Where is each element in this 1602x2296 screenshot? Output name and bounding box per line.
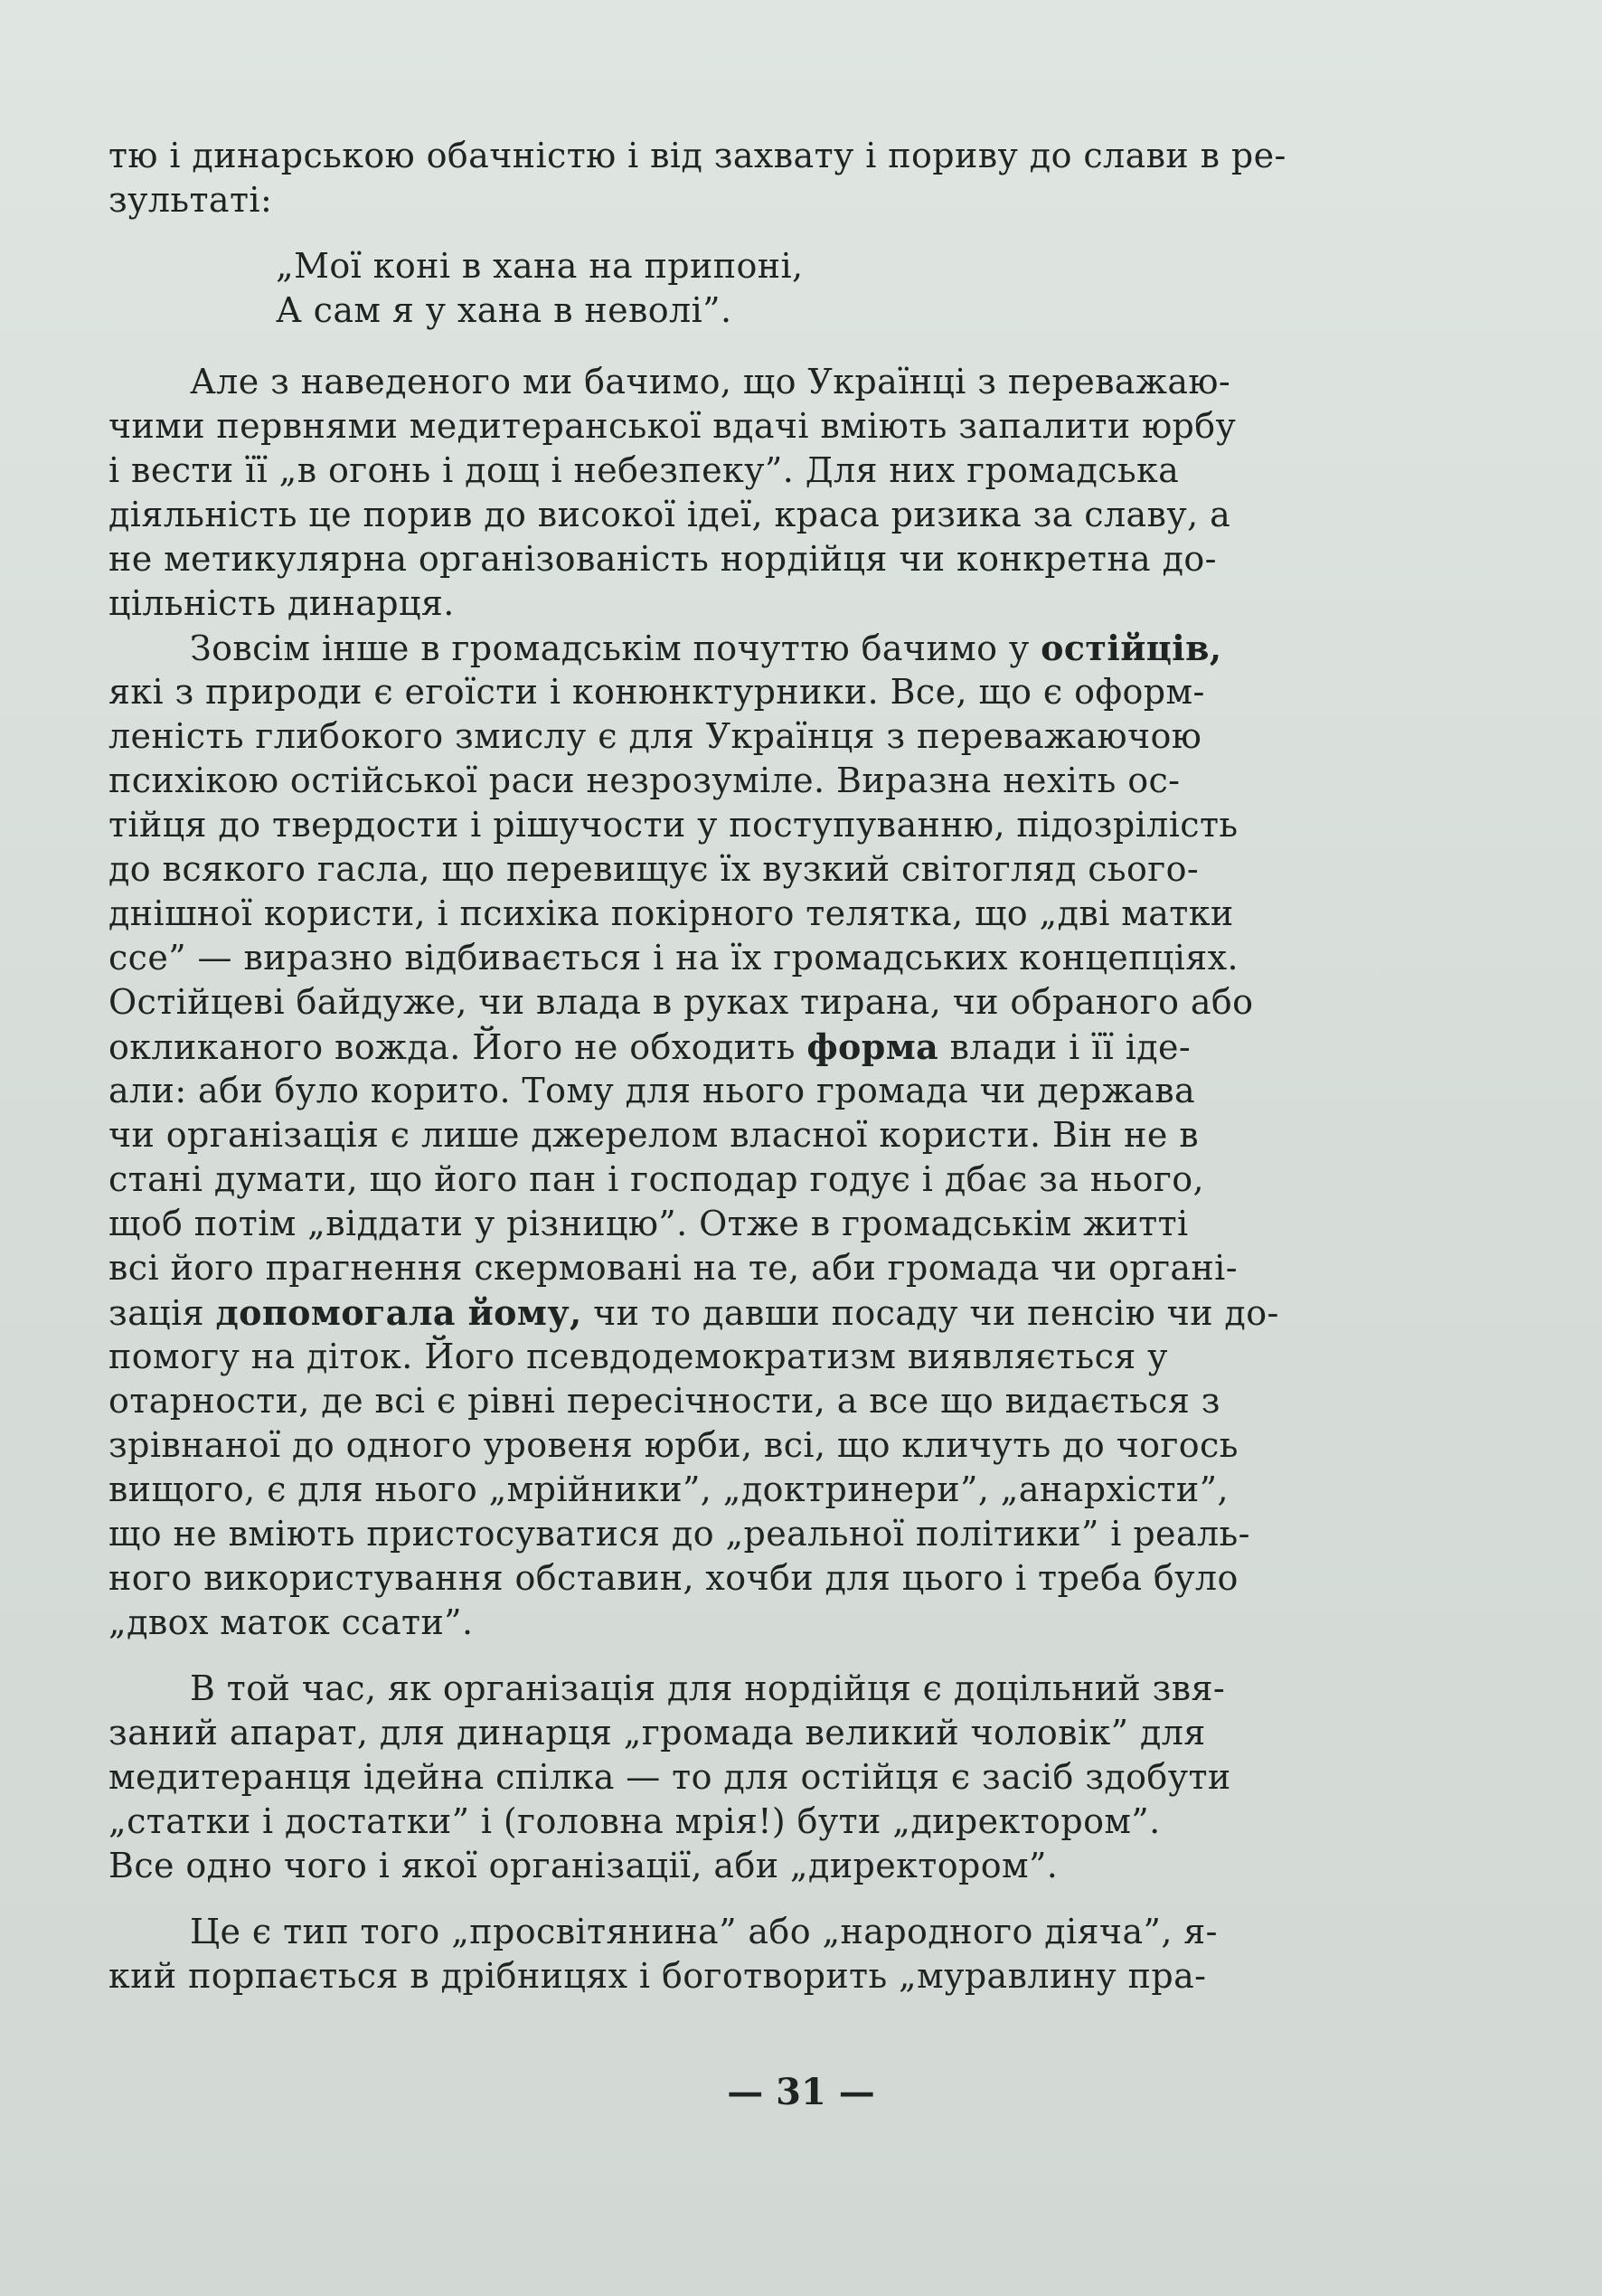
text-line: чи організація є лише джерелом власної користи. Він не в xyxy=(108,1115,1199,1155)
text-line: ссе” — виразно відбивається і на їх громадських концепціях. xyxy=(108,938,1239,978)
text-line: Остійцеві байдуже, чи влада в руках тирана, чи обраного або xyxy=(108,982,1254,1022)
text-line xyxy=(108,360,1410,404)
text-line: днішної користи, і психіка покірного телятка, що „дві матки xyxy=(108,893,1234,933)
text-line: психікою остійської раси незрозуміле. Виразна нехіть ос- xyxy=(108,761,1181,800)
text-line: али: аби було корито. Тому для нього громада чи держава xyxy=(108,1071,1196,1110)
bold-term: остійців, xyxy=(1041,628,1222,668)
text-line: кий порпається в дрібницях і боготворить „муравлину пра- xyxy=(108,1956,1207,1996)
text-line: цільність динарця. xyxy=(108,583,455,623)
text-line xyxy=(108,626,1410,670)
text-line: зультаті: xyxy=(108,180,273,220)
text-line: не метикулярна організованість нордійця чи конкретна до- xyxy=(108,539,1217,579)
bold-term: допомогала йому, xyxy=(215,1292,582,1333)
text-line: стані думати, що його пан і господар годує і дбає за нього, xyxy=(108,1159,1204,1199)
text-line xyxy=(108,1667,1410,1711)
text-line: помогу на діток. Його псевдодемократизм виявляється у xyxy=(108,1337,1168,1376)
text-line: тійця до твердости і рішучости у поступуванню, підозрілість xyxy=(108,805,1239,845)
text-line: чими первнями медитеранської вдачі вміють запалити юрбу xyxy=(108,406,1237,446)
text-line xyxy=(108,1910,1410,1954)
text-line: що не вміють пристосуватися до „реальної політики” і реаль- xyxy=(108,1514,1250,1554)
text-line: ного використування обставин, хочби для цього і треба було xyxy=(108,1558,1239,1598)
text-segment: окликаного вожда. Його не обходить xyxy=(108,1027,807,1067)
text-line: медитеранця ідейна спілка — то для остійця є засіб здобути xyxy=(108,1757,1231,1797)
text-line: і вести її „в огонь і дощ і небезпеку”. Для них громадська xyxy=(108,450,1180,490)
text-line: заний апарат, для динарця „громада великий чоловік” для xyxy=(108,1713,1206,1753)
text-line xyxy=(108,1290,1410,1335)
text-line: леність глибокого змислу є для Українця з переважаючою xyxy=(108,716,1202,756)
text-line: щоб потім „віддати у різницю”. Отже в громадськім житті xyxy=(108,1204,1189,1243)
text-segment: Але з наведеного ми бачимо, що Українці з переважаю- xyxy=(190,362,1231,402)
text-line: діяльність це порив до високої ідеї, краса ризика за славу, а xyxy=(108,495,1231,534)
text-line: отарности, де всі є рівні пересічности, а все що видається з xyxy=(108,1381,1220,1421)
text-line: зрівнаної до одного уровеня юрби, всі, що кличуть до чогось xyxy=(108,1425,1239,1465)
text-line: „статки і достатки” і (головна мрія!) бути „директором”. xyxy=(108,1801,1161,1841)
text-segment: Зовсім інше в громадськім почуттю бачимо у xyxy=(190,628,1041,668)
bold-term: форма xyxy=(806,1026,939,1067)
text-line: всі його прагнення скермовані на те, аби громада чи органі- xyxy=(108,1248,1238,1288)
text-line: до всякого гасла, що перевищує їх вузкий світогляд сього- xyxy=(108,849,1200,889)
text-line: Все одно чого і якої організації, аби „директором”. xyxy=(108,1846,1059,1885)
text-segment: чи то давши посаду чи пенсію чи до- xyxy=(581,1293,1279,1333)
text-line xyxy=(108,1025,1410,1069)
text-line: тю і динарською обачністю і від захвату і пориву до слави в ре- xyxy=(108,136,1286,175)
text-line: „двох маток ссати”. xyxy=(108,1602,474,1642)
body-text xyxy=(108,134,1410,1998)
text-line: які з природи є егоїсти і конюнктурники. Все, що є оформ- xyxy=(108,672,1205,712)
poem-line: „Мої коні в хана на припоні, xyxy=(276,246,804,286)
text-segment: влади і її іде- xyxy=(938,1027,1192,1067)
poem-line: А сам я у хана в неволі”. xyxy=(276,290,732,330)
text-segment: Це є тип того „просвітянина” або „народного діяча”, я- xyxy=(190,1912,1218,1951)
text-line: вищого, є для нього „мрійники”, „доктринери”, „анархісти”, xyxy=(108,1469,1229,1509)
text-segment: В той час, як організація для нордійця є доцільний звя- xyxy=(190,1668,1226,1708)
text-segment: зація xyxy=(108,1293,216,1333)
page-number: — 31 — xyxy=(727,2071,875,2113)
